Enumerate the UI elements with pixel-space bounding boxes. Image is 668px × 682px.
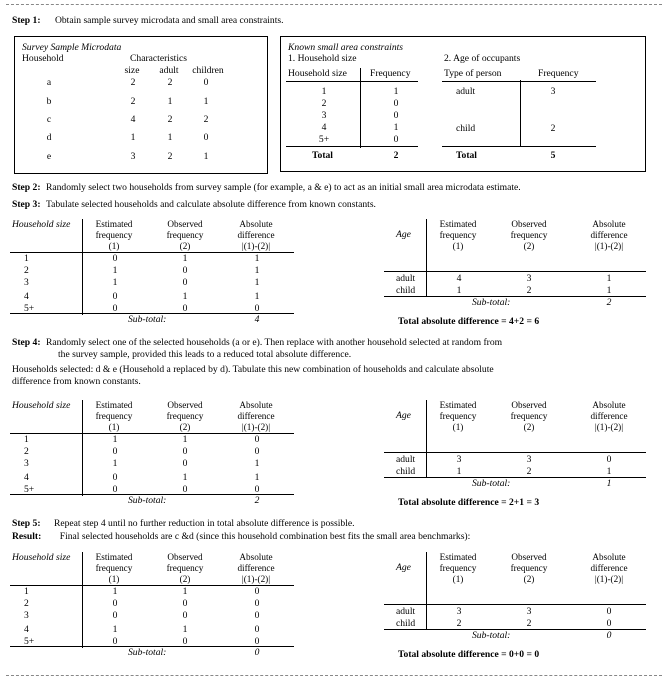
microdata-household-header: Household [22,53,64,64]
age-table-col-divider [426,219,427,297]
hs-constraint-freq: 1 [393,122,399,133]
step4-text-line1: Randomly select one of the selected households (a or e). Then replace with another household selected at random from [45,337,503,348]
step3-text: Tabulate selected households and calculate absolute difference from known constants. [45,199,376,210]
hs-header-rule [286,81,418,82]
age-abs-h1: Absolute [592,400,626,410]
hs-row-size: 1 [24,434,29,445]
microdata-adult: 2 [167,77,173,88]
age-table-header: Age [396,229,411,240]
hs-subtotal-label: Sub-total: [128,647,167,658]
step3-line: Step 3: Tabulate selected households and calculate absolute difference from known constants. [12,199,376,210]
age-est-h1: Estimated [439,400,477,410]
age-row-abs: 0 [606,606,612,617]
age-subtotal-label: Sub-total: [472,478,511,489]
hs-row-obs: 0 [182,610,188,621]
step4-line1: Step 4: Randomly select one of the selected households (a or e). Then replace with another household selected at random from [12,337,503,348]
age-subtotal-value: 0 [606,630,612,641]
age-subtotal-label: Sub-total: [472,630,511,641]
microdata-household-id: d [46,132,52,143]
hs-abs-h3: |(1)-(2)| [241,422,271,432]
hs-row-est: 0 [112,610,118,621]
age-table-header-rule [384,452,646,453]
age-row-est: 1 [456,285,462,296]
hs-obs-h2: frequency [166,563,204,573]
hs-subtotal-value: 2 [254,495,260,506]
hs-row-size: 3 [24,458,29,469]
hs-total-rule [286,146,418,147]
total-absolute-difference: Total absolute difference = 2+1 = 3 [398,497,540,508]
hs-obs-h3: (2) [179,241,191,251]
hs-table-header: Household size [12,400,71,411]
hs-table-col-divider [82,219,83,315]
constraints-hs-title: 1. Household size [288,53,357,64]
hs-est-h3: (1) [108,574,120,584]
hs-subtotal-label: Sub-total: [128,314,167,325]
age-est-h1: Estimated [439,219,477,229]
hs-row-obs: 1 [182,624,188,635]
age-row-obs: 2 [526,466,532,477]
age-est-h3: (1) [452,241,464,251]
hs-constraint-freq: 0 [393,98,399,109]
age-obs-h3: (2) [523,241,535,251]
hs-abs-h2: difference [237,230,275,240]
hs-total-label: Total [312,150,333,161]
step4-extra-line1: Households selected: d & e (Household a replaced by d). Tabulate this new combination of households and calculate absolute [12,364,494,375]
age-obs-h3: (2) [523,422,535,432]
hs-row-size: 3 [24,610,29,621]
step3-label: Step 3 [12,199,38,210]
age-obs-h2: frequency [510,563,548,573]
age-abs-h3: |(1)-(2)| [594,241,624,251]
age-row-obs: 2 [526,285,532,296]
hs-obs-h1: Observed [167,552,203,562]
result-label: Result [12,531,39,542]
hs-row-est: 1 [112,277,118,288]
age-obs-h3: (2) [523,574,535,584]
age-obs-h2: frequency [510,411,548,421]
age-table-header-rule [384,271,646,272]
age-abs-h3: |(1)-(2)| [594,422,624,432]
age-row-abs: 0 [606,454,612,465]
hs-row-obs: 1 [182,253,188,264]
age-row-type: adult [396,273,416,284]
hs-row-size: 2 [24,265,29,276]
hs-table-col-divider [82,552,83,648]
hs-row-obs: 0 [182,484,188,495]
microdata-children: 1 [203,151,209,162]
hs-constraint-size: 3 [321,110,327,121]
hs-constraint-size: 2 [321,98,327,109]
age-row-type: child [396,466,416,477]
age-row-est: 1 [456,466,462,477]
hs-row-obs: 0 [182,598,188,609]
hs-row-est: 1 [112,458,118,469]
hs-row-est: 0 [112,303,118,314]
hs-row-size: 4 [24,472,29,483]
microdata-children: 0 [203,77,209,88]
constraints-hs-col2: Frequency [370,68,411,79]
age-subtotal-value: 1 [606,478,612,489]
age-row-abs: 1 [606,466,612,477]
age-obs-h1: Observed [511,219,547,229]
hs-row-size: 5+ [24,303,35,314]
hs-row-obs: 0 [182,265,188,276]
age-obs-h2: frequency [510,230,548,240]
hs-row-size: 5+ [24,484,35,495]
hs-row-abs: 1 [254,291,260,302]
hs-table-col-divider [82,400,83,496]
hs-obs-h1: Observed [167,400,203,410]
hs-row-est: 1 [112,434,118,445]
hs-col-divider [360,68,361,148]
constraints-age-col2: Frequency [538,68,579,79]
age-row-abs: 1 [606,273,612,284]
age-total-rule [442,146,596,147]
hs-subtotal-value: 0 [254,647,260,658]
microdata-size: 1 [130,132,136,143]
age-table-header: Age [396,410,411,421]
microdata-adult: 1 [167,132,173,143]
hs-row-est: 0 [112,598,118,609]
step1-line: Step 1: Obtain sample survey microdata and small area constraints. [12,15,284,26]
age-est-h1: Estimated [439,552,477,562]
hs-est-h1: Estimated [95,219,133,229]
microdata-children: 2 [203,114,209,125]
age-header-rule [442,81,596,82]
result-line: Result: Final selected households are c &d (since this household combination best fits the small area benchmarks): [12,531,471,542]
age-col-divider [520,80,521,146]
hs-row-size: 1 [24,586,29,597]
constraints-age-title: 2. Age of occupants [444,53,521,64]
age-row-obs: 3 [526,454,532,465]
microdata-household-id: c [46,114,52,125]
hs-constraint-freq: 0 [393,134,399,145]
age-subtotal-value: 2 [606,297,612,308]
hs-row-est: 0 [112,472,118,483]
step5-text: Repeat step 4 until no further reduction in total absolute difference is possible. [53,518,355,529]
hs-row-abs: 0 [254,446,260,457]
age-est-h2: frequency [439,563,477,573]
age-row-type: adult [396,606,416,617]
age-table-header: Age [396,562,411,573]
hs-row-abs: 0 [254,598,260,609]
hs-row-est: 1 [112,586,118,597]
age-obs-h1: Observed [511,552,547,562]
top-rule [6,4,662,5]
step1-text: Obtain sample survey microdata and small area constraints. [54,15,284,26]
hs-abs-h1: Absolute [239,552,273,562]
age-row-obs: 2 [526,618,532,629]
hs-row-est: 0 [112,253,118,264]
hs-constraint-freq: 0 [393,110,399,121]
microdata-household-id: e [46,151,52,162]
age-abs-h2: difference [590,411,628,421]
hs-abs-h2: difference [237,563,275,573]
hs-row-abs: 1 [254,253,260,264]
hs-table-header: Household size [12,552,71,563]
hs-row-est: 1 [112,624,118,635]
constraints-age-col1: Type of person [444,68,502,79]
hs-row-abs: 0 [254,636,260,647]
microdata-children: 1 [203,96,209,107]
hs-abs-h2: difference [237,411,275,421]
age-row-obs: 3 [526,273,532,284]
hs-row-abs: 1 [254,472,260,483]
age-table-header-rule [384,604,646,605]
age-row-type: adult [396,454,416,465]
step4-text-line2: the survey sample, provided this leads to a reduced total absolute difference. [58,349,352,360]
hs-row-obs: 0 [182,636,188,647]
hs-row-est: 0 [112,446,118,457]
age-subtotal-label: Sub-total: [472,297,511,308]
age-total-value: 5 [550,150,556,161]
age-total-label: Total [456,150,477,161]
age-constraint-adult-type: adult [456,86,476,97]
age-table-col-divider [426,552,427,630]
age-abs-h1: Absolute [592,219,626,229]
age-row-obs: 3 [526,606,532,617]
microdata-adult: 1 [167,96,173,107]
hs-row-est: 0 [112,636,118,647]
age-constraint-adult-freq: 3 [550,86,556,97]
age-constraint-child-freq: 2 [550,123,556,134]
hs-row-size: 3 [24,277,29,288]
age-row-est: 3 [456,454,462,465]
bottom-rule [6,675,662,676]
age-row-abs: 1 [606,285,612,296]
age-row-est: 3 [456,606,462,617]
hs-row-obs: 1 [182,434,188,445]
hs-obs-h3: (2) [179,574,191,584]
microdata-size: 2 [130,77,136,88]
hs-est-h2: frequency [95,230,133,240]
age-est-h3: (1) [452,422,464,432]
age-row-type: child [396,618,416,629]
hs-row-size: 2 [24,446,29,457]
hs-row-abs: 1 [254,277,260,288]
hs-constraint-size: 4 [321,122,327,133]
microdata-col-size: size [124,65,140,76]
total-absolute-difference: Total absolute difference = 4+2 = 6 [398,316,540,327]
microdata-characteristics-header: Characteristics [130,53,188,64]
microdata-adult: 2 [167,114,173,125]
hs-row-obs: 0 [182,446,188,457]
hs-obs-h2: frequency [166,411,204,421]
hs-row-est: 0 [112,291,118,302]
hs-row-abs: 0 [254,484,260,495]
hs-constraint-size: 1 [321,86,327,97]
step2-label: Step 2 [12,182,38,193]
hs-obs-h3: (2) [179,422,191,432]
microdata-size: 4 [130,114,136,125]
step2-text: Randomly select two households from survey sample (for example, a & e) to act as an initial small area microdata estimate. [45,182,521,193]
microdata-children: 0 [203,132,209,143]
hs-est-h1: Estimated [95,400,133,410]
hs-est-h2: frequency [95,563,133,573]
hs-abs-h3: |(1)-(2)| [241,241,271,251]
age-abs-h3: |(1)-(2)| [594,574,624,584]
microdata-col-children: children [192,65,224,76]
step5-line: Step 5: Repeat step 4 until no further reduction in total absolute difference is possible. [12,518,355,529]
hs-row-abs: 0 [254,624,260,635]
hs-total-value: 2 [393,150,399,161]
hs-subtotal-value: 4 [254,314,260,325]
hs-row-obs: 1 [182,291,188,302]
hs-est-h2: frequency [95,411,133,421]
hs-row-obs: 1 [182,472,188,483]
hs-row-abs: 0 [254,610,260,621]
hs-est-h1: Estimated [95,552,133,562]
hs-row-est: 1 [112,265,118,276]
hs-row-size: 4 [24,291,29,302]
age-row-est: 4 [456,273,462,284]
hs-row-abs: 1 [254,458,260,469]
age-est-h3: (1) [452,574,464,584]
hs-row-size: 1 [24,253,29,264]
hs-row-abs: 0 [254,303,260,314]
microdata-household-id: a [46,77,52,88]
age-obs-h1: Observed [511,400,547,410]
age-table-col-divider [426,400,427,478]
hs-constraint-size: 5+ [318,134,330,145]
hs-row-abs: 1 [254,265,260,276]
total-absolute-difference: Total absolute difference = 0+0 = 0 [398,649,540,660]
hs-row-obs: 0 [182,458,188,469]
microdata-size: 3 [130,151,136,162]
hs-est-h3: (1) [108,422,120,432]
result-text: Final selected households are c &d (since this household combination best fits the small area benchmarks): [59,531,471,542]
hs-subtotal-label: Sub-total: [128,495,167,506]
age-est-h2: frequency [439,230,477,240]
microdata-title: Survey Sample Microdata [22,42,122,53]
hs-row-abs: 0 [254,586,260,597]
hs-row-obs: 0 [182,277,188,288]
microdata-adult: 2 [167,151,173,162]
microdata-household-id: b [46,96,52,107]
constraints-hs-col1: Household size [288,68,347,79]
hs-constraint-freq: 1 [393,86,399,97]
step4-label: Step 4 [12,337,38,348]
age-constraint-child-type: child [456,123,476,134]
hs-row-obs: 1 [182,586,188,597]
hs-row-obs: 0 [182,303,188,314]
step4-extra-line2: difference from known constants. [12,376,141,387]
hs-row-size: 4 [24,624,29,635]
hs-abs-h1: Absolute [239,400,273,410]
hs-row-size: 5+ [24,636,35,647]
age-est-h2: frequency [439,411,477,421]
age-abs-h1: Absolute [592,552,626,562]
hs-est-h3: (1) [108,241,120,251]
step2-line: Step 2: Randomly select two households from survey sample (for example, a & e) to act as an initial small area microdata estimate. [12,182,521,193]
hs-table-header: Household size [12,219,71,230]
microdata-size: 2 [130,96,136,107]
hs-row-abs: 0 [254,434,260,445]
age-row-abs: 0 [606,618,612,629]
hs-abs-h1: Absolute [239,219,273,229]
hs-obs-h1: Observed [167,219,203,229]
age-abs-h2: difference [590,230,628,240]
step5-label: Step 5 [12,518,38,529]
age-row-est: 2 [456,618,462,629]
hs-abs-h3: |(1)-(2)| [241,574,271,584]
hs-obs-h2: frequency [166,230,204,240]
hs-row-size: 2 [24,598,29,609]
constraints-title: Known small area constraints [288,42,404,53]
step1-label: Step 1 [12,15,38,26]
microdata-col-adult: adult [159,65,179,76]
hs-row-est: 0 [112,484,118,495]
age-row-type: child [396,285,416,296]
age-abs-h2: difference [590,563,628,573]
